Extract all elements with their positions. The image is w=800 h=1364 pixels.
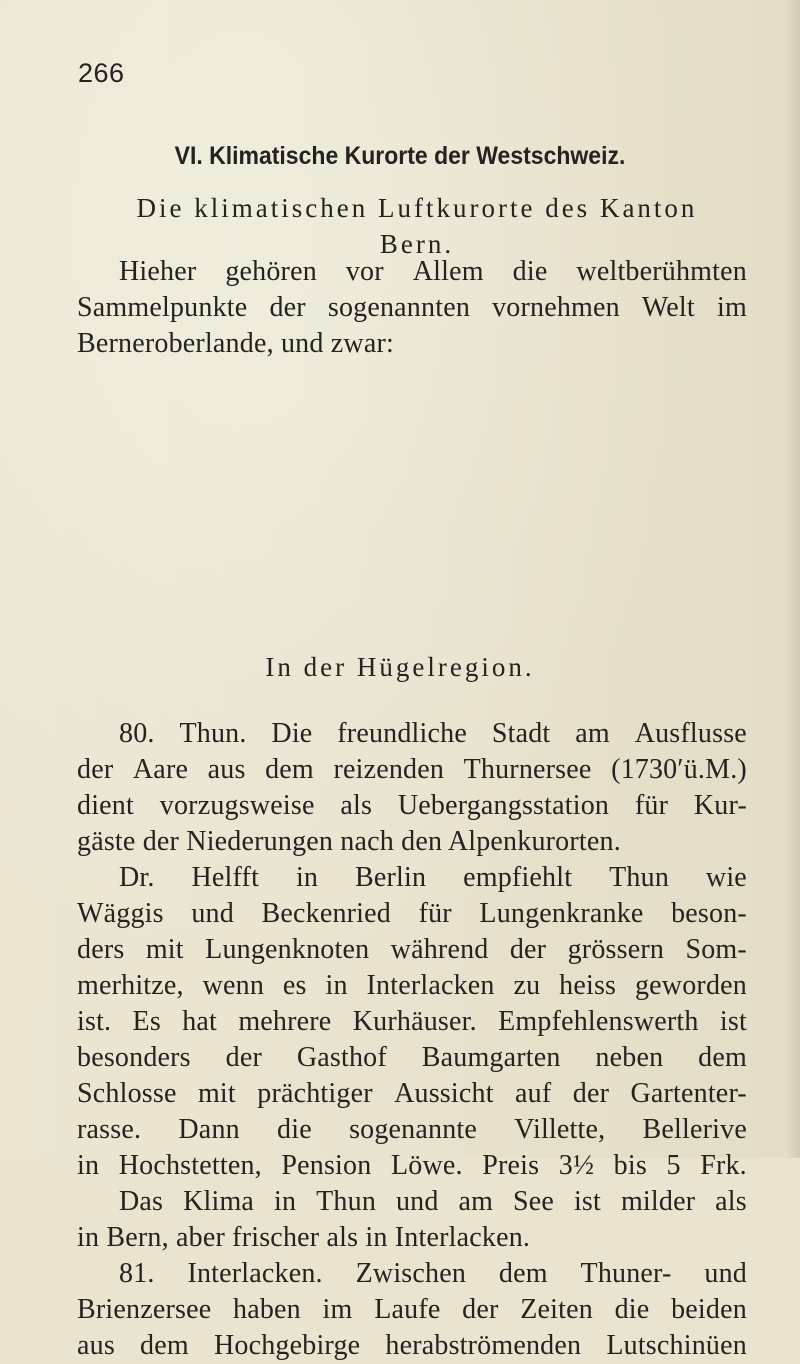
text-line bbox=[77, 1004, 747, 1040]
word: Welt bbox=[641, 292, 695, 323]
word: dem bbox=[498, 1258, 548, 1289]
word: der bbox=[269, 292, 306, 323]
word: Thuner- bbox=[580, 1258, 672, 1289]
word: am bbox=[575, 718, 610, 749]
word: Gasthof bbox=[296, 1042, 387, 1073]
word: der bbox=[225, 1042, 262, 1073]
word: heiss bbox=[559, 970, 617, 1001]
word: Som- bbox=[685, 934, 747, 965]
word: prächtiger bbox=[257, 1078, 373, 1109]
word: Die bbox=[271, 718, 313, 749]
word: für bbox=[418, 898, 452, 929]
word: Zeiten bbox=[520, 1294, 593, 1325]
word: rasse. bbox=[77, 1114, 142, 1145]
word: in bbox=[274, 1186, 297, 1217]
text-line bbox=[77, 290, 747, 326]
word: ders bbox=[77, 934, 125, 965]
word: Brienzersee bbox=[77, 1294, 212, 1325]
word: hat bbox=[182, 1006, 218, 1037]
word: mit bbox=[197, 1078, 236, 1109]
word: Lungenkranke bbox=[479, 898, 644, 929]
intro-paragraph bbox=[77, 254, 747, 362]
word: grössern bbox=[567, 934, 665, 965]
word: auf bbox=[515, 1078, 552, 1109]
line-text: gäste der Niederungen nach den Alpenkurorten. bbox=[77, 826, 621, 857]
word: dient bbox=[77, 790, 134, 821]
word: für bbox=[634, 790, 669, 821]
word: Villette, bbox=[514, 1114, 606, 1145]
word: und bbox=[704, 1258, 747, 1289]
word: die bbox=[277, 1114, 312, 1145]
word: besonders bbox=[77, 1042, 191, 1073]
word: milder bbox=[620, 1186, 696, 1217]
word: Uebergangsstation bbox=[397, 790, 610, 821]
word: der bbox=[462, 1294, 499, 1325]
word: herabströmenden bbox=[385, 1330, 582, 1361]
word: Thun bbox=[609, 862, 670, 893]
word: Gartenter- bbox=[630, 1078, 747, 1109]
word: (1730′ü.M.) bbox=[611, 754, 747, 785]
word: mehrere bbox=[238, 1006, 332, 1037]
body-text bbox=[77, 716, 747, 1364]
word: beiden bbox=[671, 1294, 747, 1325]
word: wenn bbox=[202, 970, 265, 1001]
word: Lutschinüen bbox=[606, 1330, 747, 1361]
word: See bbox=[513, 1186, 555, 1217]
word: Stadt bbox=[491, 718, 551, 749]
word: Hieher bbox=[119, 256, 197, 287]
word: sogenannten bbox=[327, 292, 471, 323]
word: am bbox=[458, 1186, 494, 1217]
text-line bbox=[77, 824, 747, 860]
text-line bbox=[77, 1328, 747, 1364]
word: der bbox=[572, 1078, 610, 1109]
word: empfiehlt bbox=[463, 862, 573, 893]
word: Empfehlenswerth bbox=[498, 1006, 699, 1037]
word: Sammelpunkte bbox=[77, 292, 248, 323]
word: der bbox=[509, 934, 547, 965]
word: merhitze, bbox=[77, 970, 184, 1001]
word: 5 bbox=[666, 1150, 681, 1181]
word: mit bbox=[145, 934, 184, 965]
word: Wäggis bbox=[77, 898, 164, 929]
word: Interlacken bbox=[366, 970, 495, 1001]
word: Allem bbox=[412, 256, 484, 287]
word: zu bbox=[513, 970, 541, 1001]
word: während bbox=[390, 934, 489, 965]
text-line bbox=[77, 896, 747, 932]
word: 80. bbox=[119, 718, 155, 749]
text-line bbox=[77, 326, 747, 362]
subheading-hill-region: In der Hügelregion. bbox=[265, 652, 535, 682]
word: bis bbox=[613, 1150, 647, 1181]
text-line bbox=[77, 1184, 747, 1220]
line-text: Berneroberlande, und zwar: bbox=[77, 328, 394, 359]
word: freundliche bbox=[337, 718, 467, 749]
word: Thurnersee bbox=[463, 754, 592, 785]
word: dem bbox=[140, 1330, 189, 1361]
word: Ausflusse bbox=[634, 718, 747, 749]
text-line bbox=[77, 1256, 747, 1292]
word: Hochstetten, bbox=[118, 1150, 262, 1181]
word: als bbox=[715, 1186, 747, 1217]
word: die bbox=[614, 1294, 650, 1325]
word: die bbox=[512, 256, 548, 287]
word: dem bbox=[265, 754, 314, 785]
page-edge-shadow bbox=[786, 0, 800, 1158]
word: im bbox=[716, 292, 747, 323]
word: Preis bbox=[482, 1150, 540, 1181]
word: ist bbox=[719, 1006, 747, 1037]
word: Lungenknoten bbox=[205, 934, 370, 965]
word: Bellerive bbox=[642, 1114, 747, 1145]
word: Dr. bbox=[119, 862, 155, 893]
word: Interlacken. bbox=[187, 1258, 323, 1289]
text-line bbox=[77, 752, 747, 788]
word: Thun bbox=[316, 1186, 377, 1217]
text-line bbox=[77, 716, 747, 752]
text-line bbox=[77, 788, 747, 824]
word: sogenannte bbox=[349, 1114, 478, 1145]
word: 81. bbox=[119, 1258, 155, 1289]
page-number: 266 bbox=[78, 58, 125, 88]
word: in bbox=[325, 970, 348, 1001]
word: der bbox=[77, 754, 114, 785]
word: Frk. bbox=[700, 1150, 747, 1181]
word: 3½ bbox=[558, 1150, 595, 1181]
word: Löwe. bbox=[390, 1150, 463, 1181]
word: Schlosse bbox=[77, 1078, 177, 1109]
word: haben bbox=[233, 1294, 301, 1325]
section-heading bbox=[92, 190, 742, 262]
word: Klima bbox=[183, 1186, 255, 1217]
word: Kurhäuser. bbox=[352, 1006, 477, 1037]
section-heading-line-2: Bern. bbox=[379, 229, 455, 259]
text-line bbox=[77, 932, 747, 968]
word: Helfft bbox=[191, 862, 260, 893]
text-line bbox=[77, 1148, 747, 1184]
word: Es bbox=[132, 1006, 161, 1037]
word: ist bbox=[573, 1186, 602, 1217]
word: vor bbox=[345, 256, 384, 287]
word: in bbox=[77, 1150, 100, 1181]
word: Thun. bbox=[179, 718, 247, 749]
word: es bbox=[282, 970, 307, 1001]
word: Das bbox=[119, 1186, 164, 1217]
text-line bbox=[77, 1292, 747, 1328]
word: im bbox=[322, 1294, 353, 1325]
word: weltberühmten bbox=[576, 256, 747, 287]
word: dem bbox=[698, 1042, 747, 1073]
section-heading-line-1: Die klimatischen Luftkurorte des Kanton bbox=[136, 193, 698, 223]
word: aus bbox=[207, 754, 246, 785]
chapter-title: VI. Klimatische Kurorte der Westschweiz. bbox=[174, 142, 626, 170]
word: Dann bbox=[178, 1114, 240, 1145]
text-line bbox=[77, 1220, 747, 1256]
word: Aussicht bbox=[394, 1078, 494, 1109]
line-text: in Bern, aber frischer als in Interlacken. bbox=[77, 1222, 531, 1253]
word: geworden bbox=[634, 970, 747, 1001]
word: vorzugsweise bbox=[159, 790, 315, 821]
word: Berlin bbox=[355, 862, 427, 893]
word: Kur- bbox=[693, 790, 747, 821]
text-line bbox=[77, 1076, 747, 1112]
word: Zwischen bbox=[355, 1258, 467, 1289]
word: gehören bbox=[225, 256, 317, 287]
word: aus bbox=[77, 1330, 115, 1361]
word: neben bbox=[595, 1042, 664, 1073]
word: und bbox=[191, 898, 234, 929]
word: wie bbox=[705, 862, 747, 893]
word: Hochgebirge bbox=[213, 1330, 361, 1361]
text-line bbox=[77, 968, 747, 1004]
text-line bbox=[77, 254, 747, 290]
word: reizenden bbox=[333, 754, 445, 785]
word: beson- bbox=[671, 898, 747, 929]
text-line bbox=[77, 860, 747, 896]
word: Pension bbox=[281, 1150, 372, 1181]
word: in bbox=[295, 862, 319, 893]
word: Aare bbox=[132, 754, 189, 785]
word: Baumgarten bbox=[421, 1042, 561, 1073]
word: Beckenried bbox=[261, 898, 391, 929]
word: als bbox=[340, 790, 373, 821]
word: ist. bbox=[77, 1006, 112, 1037]
word: vornehmen bbox=[492, 292, 620, 323]
text-line bbox=[77, 1112, 747, 1148]
text-line bbox=[77, 1040, 747, 1076]
word: und bbox=[395, 1186, 439, 1217]
word: Laufe bbox=[374, 1294, 441, 1325]
